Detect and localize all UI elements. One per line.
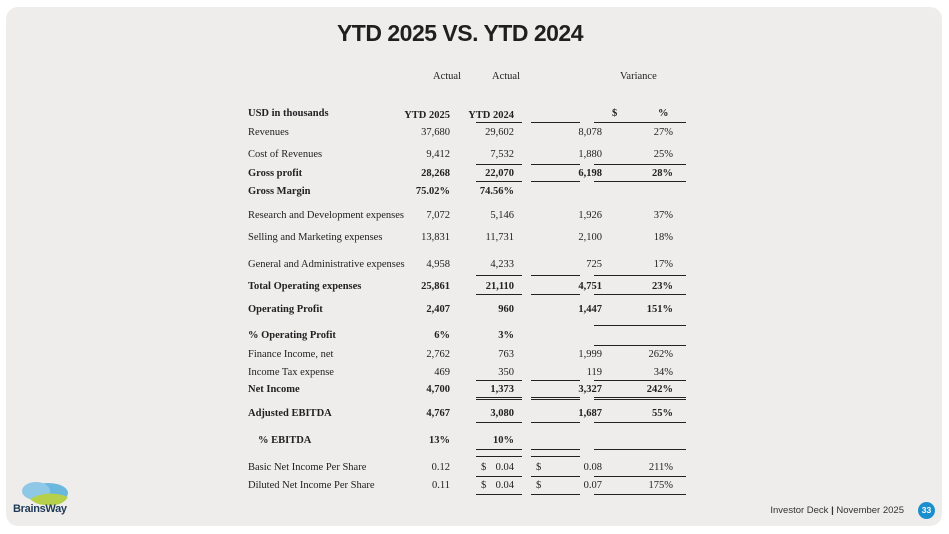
rule <box>476 456 522 457</box>
cell-variance-pct: 151% <box>646 304 673 315</box>
row-label: Net Income <box>248 384 300 395</box>
cell-ytd2024: 29,602 <box>485 127 514 138</box>
header-actual-2: Actual <box>492 71 520 82</box>
rule <box>531 456 580 457</box>
cell-variance-pct: 34% <box>653 367 673 378</box>
cell-variance-abs: 1,880 <box>578 149 602 160</box>
cell-variance-abs: 8,078 <box>578 127 602 138</box>
cell-ytd2024: 0.04 <box>495 462 514 473</box>
rule <box>594 345 686 346</box>
cell-ytd2025: 13,831 <box>421 232 450 243</box>
cell-ytd2025: 7,072 <box>426 210 450 221</box>
cell-ytd2024: 3% <box>498 330 514 341</box>
rule <box>476 399 522 400</box>
cell-variance-pct: 262% <box>648 349 673 360</box>
row-label: General and Administrative expenses <box>248 259 405 270</box>
cell-variance-pct: 55% <box>652 408 673 419</box>
cell-variance-pct: 37% <box>653 210 673 221</box>
rule <box>476 181 522 182</box>
cell-ytd2025: 25,861 <box>421 281 450 292</box>
currency-symbol: $ <box>481 462 487 473</box>
rule <box>476 275 522 276</box>
cell-ytd2025: 469 <box>434 367 450 378</box>
cell-variance-abs: 1,687 <box>578 408 602 419</box>
rule <box>594 399 686 400</box>
cell-variance-pct: 27% <box>653 127 673 138</box>
rule <box>476 380 522 381</box>
rule <box>594 294 686 295</box>
row-label: % EBITDA <box>258 435 312 446</box>
row-label: Operating Profit <box>248 304 323 315</box>
header-dollar: $ <box>612 108 618 119</box>
cell-variance-pct: 23% <box>652 281 673 292</box>
rule <box>531 422 580 423</box>
rule <box>531 476 580 477</box>
rule <box>594 476 686 477</box>
row-label: % Operating Profit <box>248 330 336 341</box>
cell-ytd2024: 74.56% <box>479 186 514 197</box>
rule <box>476 122 522 123</box>
cell-ytd2025: 4,958 <box>426 259 450 270</box>
cell-variance-pct: 17% <box>653 259 673 270</box>
header-variance: Variance <box>620 71 657 82</box>
cell-variance-abs: 119 <box>586 367 602 378</box>
cell-ytd2024: 11,731 <box>485 232 514 243</box>
cell-variance-abs: 2,100 <box>578 232 602 243</box>
cell-variance-pct: 28% <box>652 168 673 179</box>
row-label: Finance Income, net <box>248 349 334 360</box>
row-label: Revenues <box>248 127 289 138</box>
cell-ytd2025: 4,700 <box>426 384 450 395</box>
header-actual-1: Actual <box>433 71 461 82</box>
cell-variance-abs: 0.07 <box>583 480 602 491</box>
cell-ytd2024: 10% <box>493 435 514 446</box>
rule <box>531 275 580 276</box>
rule <box>594 164 686 165</box>
cell-variance-abs: 4,751 <box>578 281 602 292</box>
row-label: Gross Margin <box>248 186 311 197</box>
cell-variance-pct: 242% <box>646 384 673 395</box>
cell-variance-pct: 25% <box>653 149 673 160</box>
cell-variance-abs: 1,926 <box>578 210 602 221</box>
row-label: Gross profit <box>248 168 303 179</box>
rule <box>476 397 522 398</box>
rule <box>476 422 522 423</box>
rule <box>594 422 686 423</box>
financial-table <box>248 0 688 534</box>
row-label: Basic Net Income Per Share <box>248 462 367 473</box>
cell-ytd2024: 1,373 <box>490 384 514 395</box>
cell-variance-abs: 3,327 <box>578 384 602 395</box>
cell-variance-pct: 18% <box>653 232 673 243</box>
footer-deck: Investor Deck <box>770 505 829 516</box>
rule <box>476 476 522 477</box>
cell-variance-pct: 175% <box>648 480 673 491</box>
cell-ytd2024: 763 <box>498 349 514 360</box>
cell-variance-abs: 1,447 <box>578 304 602 315</box>
header-ytd2025: YTD 2025 <box>404 110 450 121</box>
footer-separator: | <box>831 505 834 516</box>
cell-ytd2024: 350 <box>498 367 514 378</box>
row-label: Income Tax expense <box>248 367 334 378</box>
row-label: Research and Development expenses <box>248 210 404 221</box>
rule <box>594 122 686 123</box>
page-number-badge: 33 <box>918 502 935 519</box>
cell-ytd2024: 3,080 <box>490 408 514 419</box>
cell-variance-abs: 725 <box>586 259 602 270</box>
rule <box>531 397 580 398</box>
header-percent: % <box>658 108 669 119</box>
rule <box>531 399 580 400</box>
cell-ytd2025: 0.11 <box>432 480 450 491</box>
cell-ytd2024: 960 <box>498 304 514 315</box>
cell-variance-abs: 0.08 <box>583 462 602 473</box>
header-unit-label: USD in thousands <box>248 108 329 119</box>
rule <box>594 494 686 495</box>
logo-text: BrainsWay <box>13 503 67 515</box>
row-label: Total Operating expenses <box>248 281 362 292</box>
rule <box>594 181 686 182</box>
row-label: Diluted Net Income Per Share <box>248 480 375 491</box>
cell-variance-pct: 211% <box>648 462 673 473</box>
rule <box>594 449 686 450</box>
cell-ytd2025: 75.02% <box>415 186 450 197</box>
rule <box>476 164 522 165</box>
cell-ytd2025: 0.12 <box>431 462 450 473</box>
rule <box>594 275 686 276</box>
rule <box>531 294 580 295</box>
row-label: Selling and Marketing expenses <box>248 232 383 243</box>
currency-symbol: $ <box>481 480 487 491</box>
rule <box>476 294 522 295</box>
rule <box>531 122 580 123</box>
rule <box>594 380 686 381</box>
cell-ytd2025: 37,680 <box>421 127 450 138</box>
cell-ytd2025: 6% <box>434 330 450 341</box>
rule <box>476 449 522 450</box>
cell-ytd2024: 22,070 <box>485 168 514 179</box>
currency-symbol: $ <box>536 462 542 473</box>
cell-ytd2025: 13% <box>429 435 450 446</box>
cell-ytd2024: 0.04 <box>495 480 514 491</box>
cell-ytd2024: 4,233 <box>490 259 514 270</box>
rule <box>531 449 580 450</box>
cell-ytd2025: 2,407 <box>426 304 450 315</box>
rule <box>594 325 686 326</box>
cell-ytd2025: 28,268 <box>421 168 450 179</box>
page-title: YTD 2025 VS. YTD 2024 <box>336 20 584 46</box>
rule <box>594 397 686 398</box>
cell-ytd2025: 2,762 <box>426 349 450 360</box>
cell-variance-abs: 6,198 <box>578 168 602 179</box>
currency-symbol: $ <box>536 480 542 491</box>
row-label: Adjusted EBITDA <box>248 408 332 419</box>
cell-ytd2024: 21,110 <box>485 281 514 292</box>
header-ytd2024: YTD 2024 <box>468 110 514 121</box>
cell-ytd2025: 4,767 <box>426 408 450 419</box>
rule <box>476 494 522 495</box>
footer <box>770 505 904 516</box>
row-label: Cost of Revenues <box>248 149 323 160</box>
cell-ytd2024: 5,146 <box>490 210 514 221</box>
cell-ytd2024: 7,532 <box>490 149 514 160</box>
rule <box>531 380 580 381</box>
cell-variance-abs: 1,999 <box>578 349 602 360</box>
footer-date: November 2025 <box>836 505 904 516</box>
cell-ytd2025: 9,412 <box>426 149 450 160</box>
rule <box>531 164 580 165</box>
rule <box>531 181 580 182</box>
rule <box>531 494 580 495</box>
